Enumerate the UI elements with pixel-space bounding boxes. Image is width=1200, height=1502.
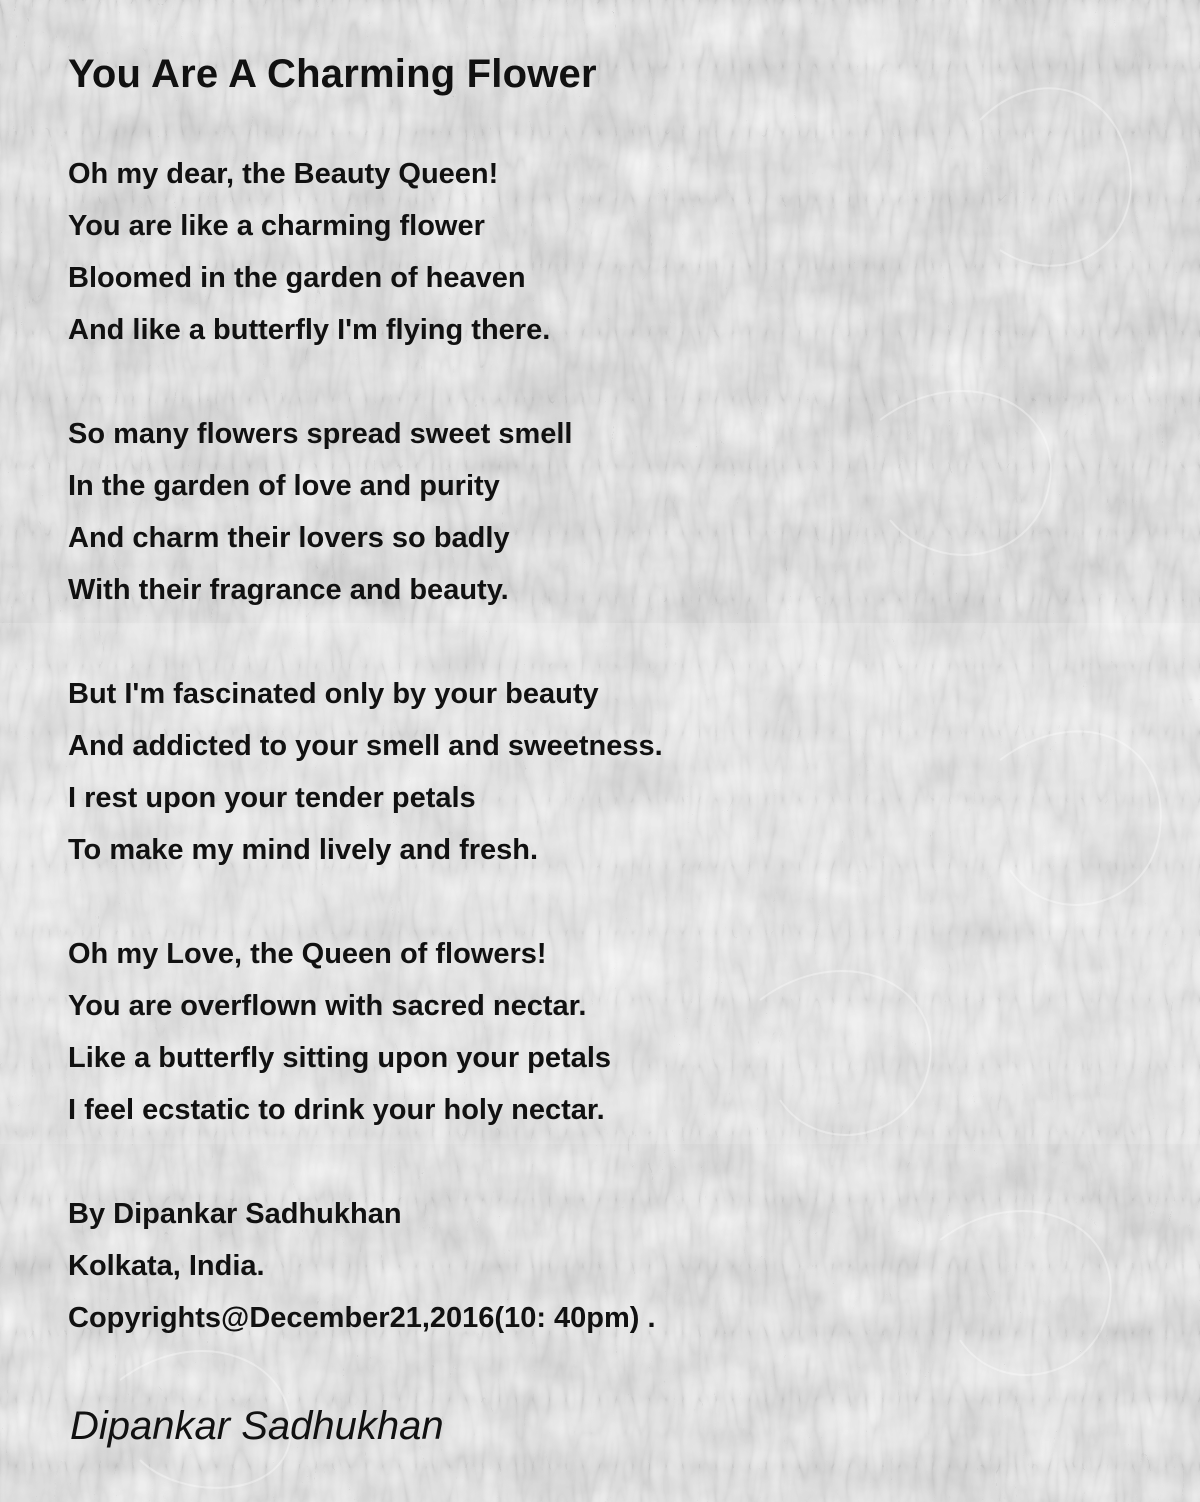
poem-line: With their fragrance and beauty.	[68, 574, 509, 606]
copyright-notice: Copyrights@December21,2016(10: 40pm) .	[68, 1302, 656, 1334]
author-location: Kolkata, India.	[68, 1250, 265, 1282]
stanza-4	[68, 938, 611, 1146]
poem-line: You are like a charming flower	[68, 210, 485, 242]
poem-line: I feel ecstatic to drink your holy nectar.	[68, 1094, 605, 1126]
poem-line: In the garden of love and purity	[68, 470, 500, 502]
poem-line: And like a butterfly I'm flying there.	[68, 314, 551, 346]
stanza-3	[68, 678, 663, 886]
poem-title: You Are A Charming Flower	[68, 52, 597, 96]
poem-line: Oh my Love, the Queen of flowers!	[68, 938, 547, 970]
poem-line: Like a butterfly sitting upon your petals	[68, 1042, 611, 1074]
poem-line: So many flowers spread sweet smell	[68, 418, 573, 450]
poem-line: To make my mind lively and fresh.	[68, 834, 539, 866]
stanza-1	[68, 158, 550, 366]
poem-line: Oh my dear, the Beauty Queen!	[68, 158, 499, 190]
poem-line: Bloomed in the garden of heaven	[68, 262, 526, 294]
poem-line: I rest upon your tender petals	[68, 782, 476, 814]
author-byline: By Dipankar Sadhukhan	[68, 1198, 402, 1230]
author-credits	[68, 1198, 656, 1354]
poem-line: But I'm fascinated only by your beauty	[68, 678, 599, 710]
poem-line: And charm their lovers so badly	[68, 522, 510, 554]
author-signature: Dipankar Sadhukhan	[70, 1404, 444, 1448]
stanza-2	[68, 418, 572, 626]
poem-line: You are overflown with sacred nectar.	[68, 990, 587, 1022]
poem-line: And addicted to your smell and sweetness.	[68, 730, 663, 762]
